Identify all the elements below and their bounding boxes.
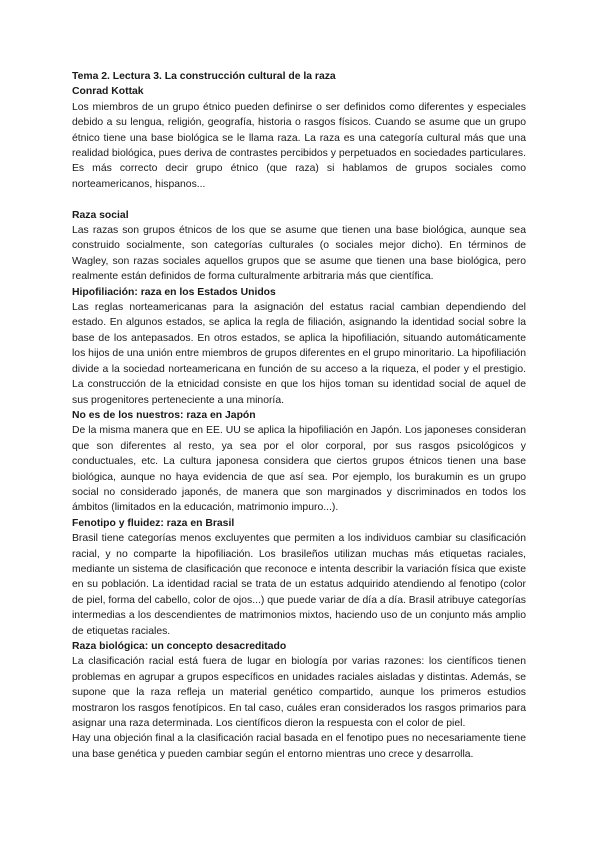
document-author: Conrad Kottak <box>72 86 144 98</box>
section-paragraph: Brasil tiene categorías menos excluyentes que permiten a los individuos cambiar su clasificación racial, y no comparte la hipofiliación. Los brasileños utilizan muchas más etiquetas raciales, mediante un sistema de clasificación que reconoce e intenta describir la variación física que existe en su población. La identidad racial se trata de un estatus adquirido atendiendo al fenotipo (color de piel, forma del cabello, color de ojos...) que puede variar de día a día. Brasil atribuye categorías intermedias a los descendientes de matrimonios mixtos, haciendo uso de un conjunto más amplio de etiquetas raciales. <box>72 533 526 637</box>
document-title: Tema 2. Lectura 3. La construcción cultural de la raza <box>72 71 336 82</box>
section-heading: Raza social <box>72 209 129 221</box>
section-heading: No es de los nuestros: raza en Japón <box>72 409 256 421</box>
section-hipofiliacion <box>72 285 526 408</box>
section-raza-social <box>72 208 526 285</box>
section-heading: Raza biológica: un concepto desacreditado <box>72 641 287 653</box>
section-heading: Hipofiliación: raza en los Estados Unidos <box>72 286 276 298</box>
section-japon <box>72 408 526 516</box>
section-paragraph: Las reglas norteamericanas para la asignación del estatus racial cambian dependiendo del estado. En algunos estados, se aplica la regla de filiación, asignando la identidad social sobre la base de los antepasados. En otros estados, se aplica la hipofiliación, situando automáticamente los hijos de una unión entre miembros de grupos diferentes en el grupo minoritario. La hipofiliación divide a la sociedad norteamericana en función de su acceso a la riqueza, el poder y el prestigio. La construcción de la etnicidad consiste en que los hijos toman su identidad social de aquel de sus progenitores perteneciente a una minoría. <box>72 302 526 406</box>
section-brasil <box>72 516 526 639</box>
blank-line <box>72 192 526 207</box>
section-paragraph: Hay una objeción final a la clasificación racial basada en el fenotipo pues no necesariamente tiene una base genética y pueden cambiar según el entorno mientras uno crece y desarrolla. <box>72 733 526 760</box>
section-paragraph: La clasificación racial está fuera de lugar en biología por varias razones: los científicos tienen problemas en agrupar a grupos específicos en unidades raciales aisladas y distintas. Además, se supone que la raza refleja un material genético compartido, aunque los primeros estudios mostraron los rasgos fenotípicos. En tal caso, cuáles eran considerados los rasgos primarios para asignar una raza determinada. Los científicos dieron la respuesta con el color de piel. <box>72 656 526 730</box>
section-heading: Fenotipo y fluidez: raza en Brasil <box>72 517 235 529</box>
section-raza-biologica <box>72 639 526 762</box>
intro-paragraph: Los miembros de un grupo étnico pueden definirse o ser definidos como diferentes y especiales debido a su lengua, religión, geografía, historia o rasgos físicos. Cuando se asume que un grupo étnico tiene una base biológica se le llama raza. La raza es una categoría cultural más que una realidad biológica, pues deriva de contrastes percibidos y perpetuados en sociedades particulares. Es más correcto decir grupo étnico (que raza) si hablamos de grupos sociales como norteamericanos, hispanos... <box>72 101 527 190</box>
section-paragraph: De la misma manera que en EE. UU se aplica la hipofiliación en Japón. Los japoneses consideran que son diferentes al resto, ya sea por el olor corporal, por sus rasgos psicológicos y conductuales, etc. La cultura japonesa considera que ciertos grupos étnicos tienen una base biológica, aunque no haya evidencia de que así sea. Por ejemplo, los burakumin es un grupo social no considerado japonés, de manera que son marginados y discriminados en todos los ámbitos (limitados en la educación, matrimonio impuro...). <box>72 425 526 514</box>
section-paragraph: Las razas son grupos étnicos de los que se asume que tienen una base biológica, aunque sea construido socialmente, son categorías culturales (o sociales mejor dicho). En términos de Wagley, son razas sociales aquellos grupos que se asume que tienen una base biológica, pero realmente están definidos de forma culturalmente arbitraria más que científica. <box>72 225 526 283</box>
document-body <box>72 69 526 762</box>
